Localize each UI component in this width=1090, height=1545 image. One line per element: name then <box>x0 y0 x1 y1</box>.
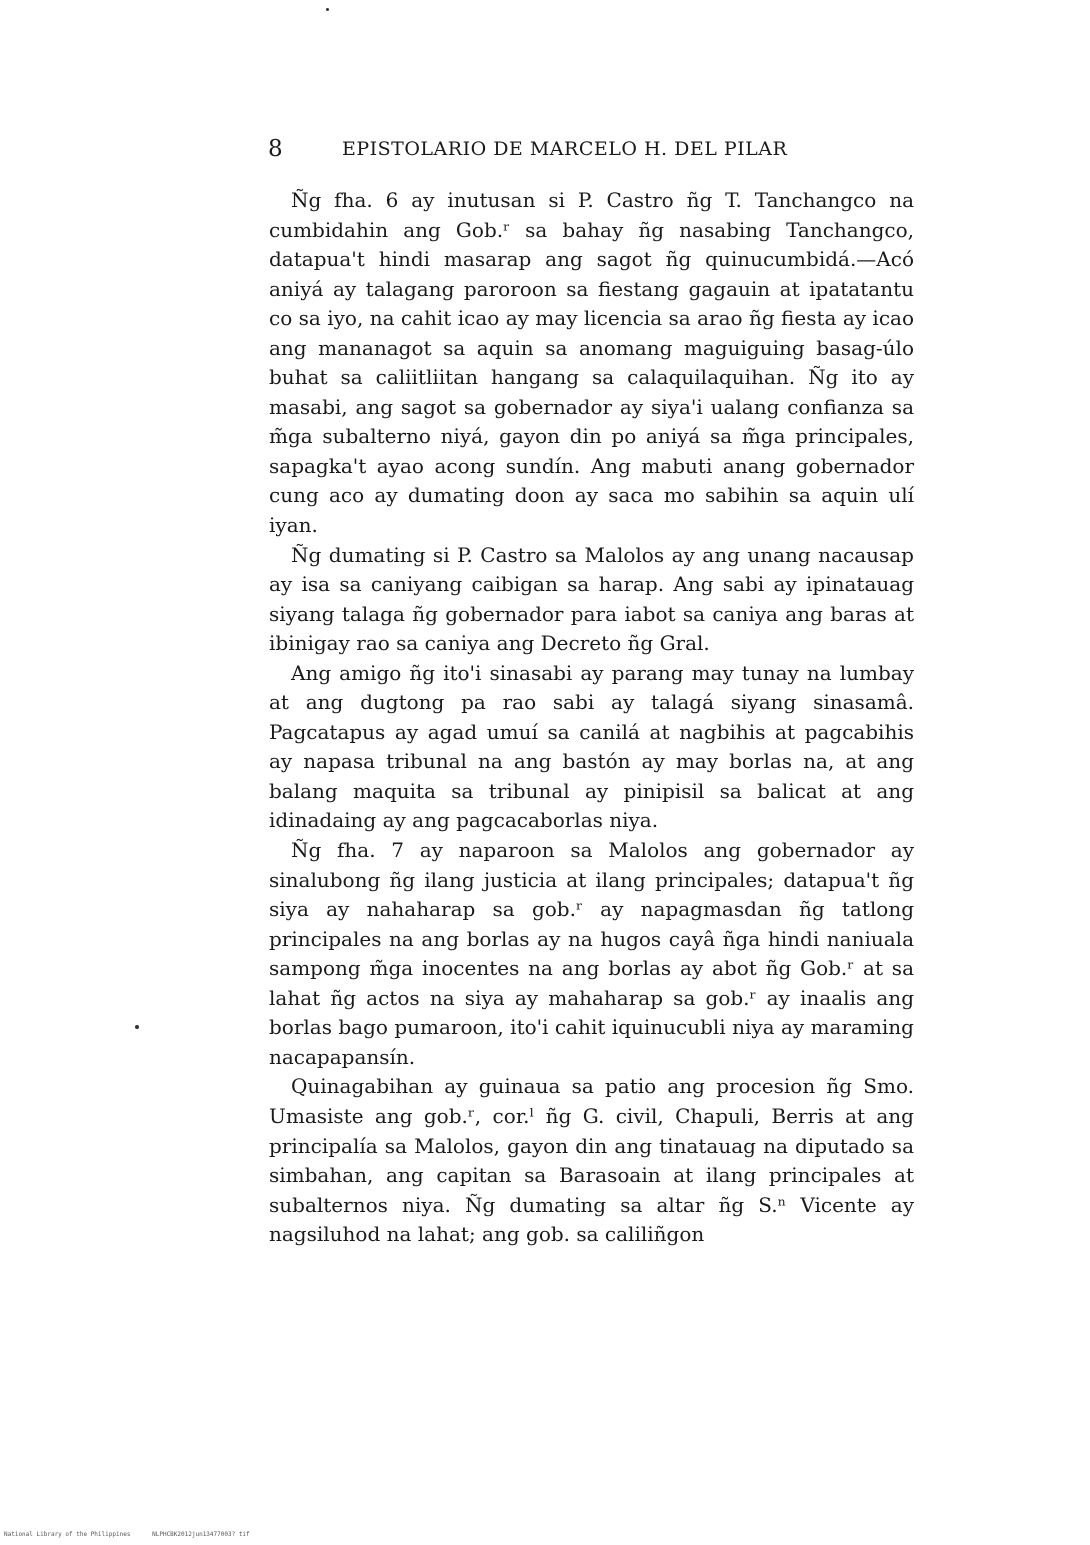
page-header <box>268 136 918 170</box>
scan-footer <box>4 1531 250 1538</box>
scan-speck <box>326 8 329 11</box>
footer-filename: NLPHCBK2012jun13477003? tif <box>152 1531 250 1538</box>
scan-speck <box>135 1025 139 1029</box>
body-text <box>269 186 914 1250</box>
paragraph: Ang amigo ñg ito'i sinasabi ay parang may tunay na lumbay at ang dugtong pa rao sabi ay talagá siyang sinasamâ. Pagcatapus ay agad umuí sa canilá at nagbihis at pagcabihis ay napasa tribunal na ang bastón ay may borlas na, at ang balang maquita sa tribunal ay pinipisil sa balicat at ang idinadaing ay ang pagcacaborlas niya. <box>269 660 914 833</box>
running-head: EPISTOLARIO DE MARCELO H. DEL PILAR <box>342 138 788 160</box>
paragraph: Quinagabihan ay guinaua sa patio ang procesion ñg Smo. Umasiste ang gob.ʳ, cor.ˡ ñg G. civil, Chapuli, Berris at ang principalía sa Malolos, gayon din ang tinatauag na diputado sa simbahan, ang capitan sa Barasoain at ilang principales at subalternos niya. Ñg dumating sa altar ñg S.ⁿ Vicente ay nagsiluhod na lahat; ang gob. sa caliliñgon <box>269 1074 914 1247</box>
paragraph: Ñg fha. 6 ay inutusan si P. Castro ñg T. Tanchangco na cumbidahin ang Gob.ʳ sa bahay ñg nasabing Tanchangco, datapua't hindi masarap ang sagot ñg quinucumbidá.—Acó aniyá ay talagang paroroon sa fiestang gagauin at ipatatantu co sa iyo, na cahit icao ay may licencia sa arao ñg fiesta ay icao ang mananagot sa aquin sa anomang maguiguing basag-úlo buhat sa caliitliitan hangang sa calaquilaquihan. Ñg ito ay masabi, ang sagot sa gobernador ay siya'i ualang confianza sa m̃ga subalterno niyá, gayon din po aniyá sa m̃ga principales, sapagka't ayao acong sundín. Ang mabuti anang gobernador cung aco ay dumating doon ay saca mo sabihin sa aquin ulí iyan. <box>269 188 914 538</box>
paragraph: Ñg dumating si P. Castro sa Malolos ay ang unang nacausap ay isa sa caniyang caibigan sa harap. Ang sabi ay ipinatauag siyang talaga ñg gobernador para iabot sa caniya ang baras at ibinigay rao sa caniya ang Decreto ñg Gral. <box>269 542 914 656</box>
footer-source: National Library of the Philippines <box>4 1531 131 1538</box>
paragraph: Ñg fha. 7 ay naparoon sa Malolos ang gobernador ay sinalubong ñg ilang justicia at ilang principales; datapua't ñg siya ay nahaharap sa gob.ʳ ay napagmasdan ñg tatlong principales na ang borlas ay na hugos cayâ ñga hindi naniuala sampong m̃ga inocentes na ang borlas ay abot ñg Gob.ʳ at sa lahat ñg actos na siya ay mahaharap sa gob.ʳ ay inaalis ang borlas bago pumaroon, ito'i cahit iquinucubli niya ay maraming nacapapansín. <box>269 838 914 1069</box>
page-number: 8 <box>268 136 283 162</box>
